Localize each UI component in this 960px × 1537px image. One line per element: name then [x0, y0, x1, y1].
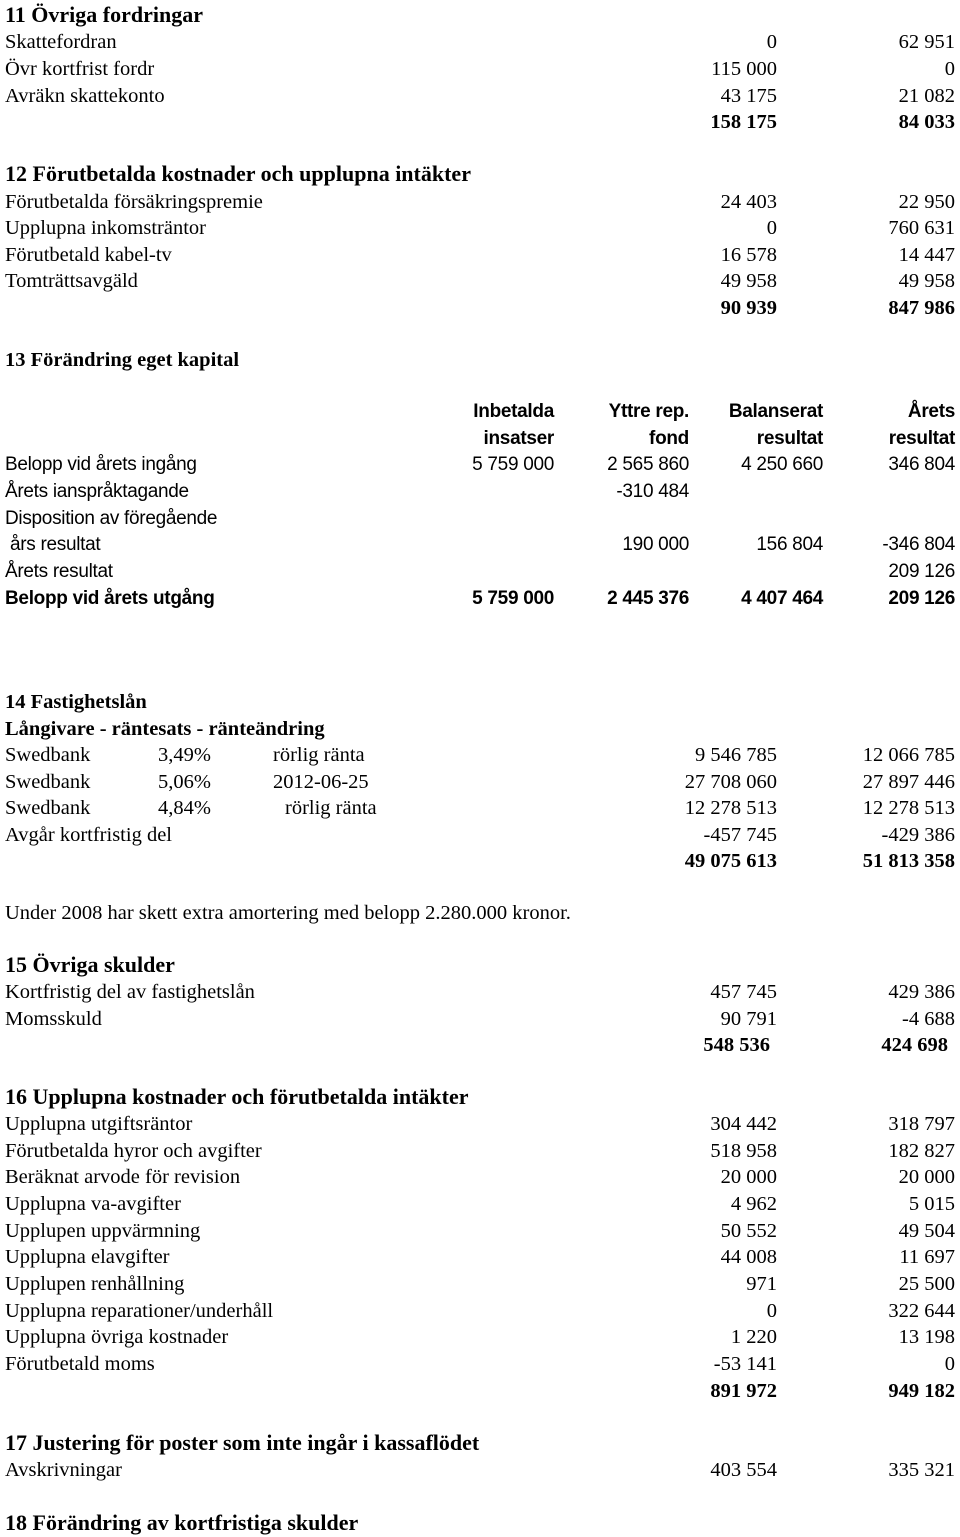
table-row: Upplupna reparationer/underhåll 0 322 644: [5, 1300, 955, 1322]
note-14-subtitle: Långivare - räntesats - ränteändring: [5, 718, 325, 740]
table-row: Förutbetald moms -53 141 0: [5, 1353, 955, 1375]
table-row: Upplupna utgiftsräntor 304 442 318 797: [5, 1113, 955, 1135]
table-row: Årets ianspråktagande -310 484: [5, 481, 689, 502]
note-13-title: 13 Förändring eget kapital: [5, 349, 240, 371]
table-row: Upplupen uppvärmning 50 552 49 504: [5, 1220, 955, 1242]
note-14-remark: Under 2008 har skett extra amortering med belopp 2.280.000 kronor.: [5, 902, 571, 924]
note-11-title: 11 Övriga fordringar: [5, 2, 203, 27]
note-18-title: 18 Förändring av kortfristiga skulder: [5, 1510, 359, 1535]
table-row: Disposition av föregående: [5, 508, 218, 529]
column-header: Yttre rep.: [608, 401, 689, 422]
note-12-title: 12 Förutbetalda kostnader och upplupna intäkter: [5, 161, 471, 186]
table-row: Upplupna elavgifter 44 008 11 697: [5, 1246, 955, 1268]
table-row: Swedbank 4,84% rörlig ränta 12 278 513 12 278 513: [5, 797, 955, 819]
column-header: Inbetalda: [473, 401, 554, 422]
table-row: Upplupna inkomsträntor 0 760 631: [5, 217, 955, 239]
table-row: Upplupna va-avgifter 4 962 5 015: [5, 1193, 955, 1215]
table-row: Tomträttsavgäld 49 958 49 958: [5, 270, 955, 292]
note-14-title: 14 Fastighetslån: [5, 691, 147, 713]
note-15-title: 15 Övriga skulder: [5, 952, 175, 977]
table-row: Avräkn skattekonto 43 175 21 082: [5, 85, 955, 107]
table-row: Årets resultat 209 126: [5, 561, 955, 582]
table-row: Förutbetalda försäkringspremie 24 403 22 950: [5, 191, 955, 213]
total-row: Belopp vid årets utgång 5 759 000 2 445 376 4 407 464 209 126: [5, 588, 955, 609]
table-row: Förutbetald kabel-tv 16 578 14 447: [5, 244, 955, 266]
table-row: Belopp vid årets ingång 5 759 000 2 565 860 4 250 660 346 804: [5, 454, 955, 475]
total-row: 891 972 949 182: [710, 1380, 955, 1402]
table-row: Swedbank 3,49% rörlig ränta 9 546 785 12 066 785: [5, 744, 955, 766]
total-row: 49 075 613 51 813 358: [684, 850, 955, 872]
table-row: Beräknat arvode för revision 20 000 20 000: [5, 1166, 955, 1188]
column-header: resultat: [756, 428, 823, 449]
table-row: Övr kortfrist fordr 115 000 0: [5, 58, 955, 80]
table-row: Momsskuld 90 791 -4 688: [5, 1008, 955, 1030]
table-row: Avskrivningar 403 554 335 321: [5, 1459, 955, 1481]
table-row: Skattefordran 0 62 951: [5, 31, 955, 53]
note-16-title: 16 Upplupna kostnader och förutbetalda intäkter: [5, 1084, 469, 1109]
table-row: Avgår kortfristig del -457 745 -429 386: [5, 824, 955, 846]
table-row: Swedbank 5,06% 2012-06-25 27 708 060 27 897 446: [5, 771, 955, 793]
table-row: Upplupna övriga kostnader 1 220 13 198: [5, 1326, 955, 1348]
total-row: 90 939 847 986: [720, 297, 955, 319]
column-header: fond: [649, 428, 689, 449]
column-header: Årets: [907, 401, 955, 422]
note-17-title: 17 Justering för poster som inte ingår i kassaflödet: [5, 1430, 480, 1455]
column-header: Balanserat: [728, 401, 823, 422]
column-headers: [0, 399, 960, 425]
total-row: 548 536 424 698: [703, 1034, 948, 1056]
column-headers: [0, 426, 960, 452]
column-header: insatser: [483, 428, 554, 449]
table-row: års resultat 190 000 156 804 -346 804: [5, 534, 955, 555]
column-header: resultat: [888, 428, 955, 449]
table-row: Kortfristig del av fastighetslån 457 745 429 386: [5, 981, 955, 1003]
total-row: 158 175 84 033: [710, 111, 955, 133]
table-row: Förutbetalda hyror och avgifter 518 958 182 827: [5, 1140, 955, 1162]
table-row: Upplupen renhållning 971 25 500: [5, 1273, 955, 1295]
